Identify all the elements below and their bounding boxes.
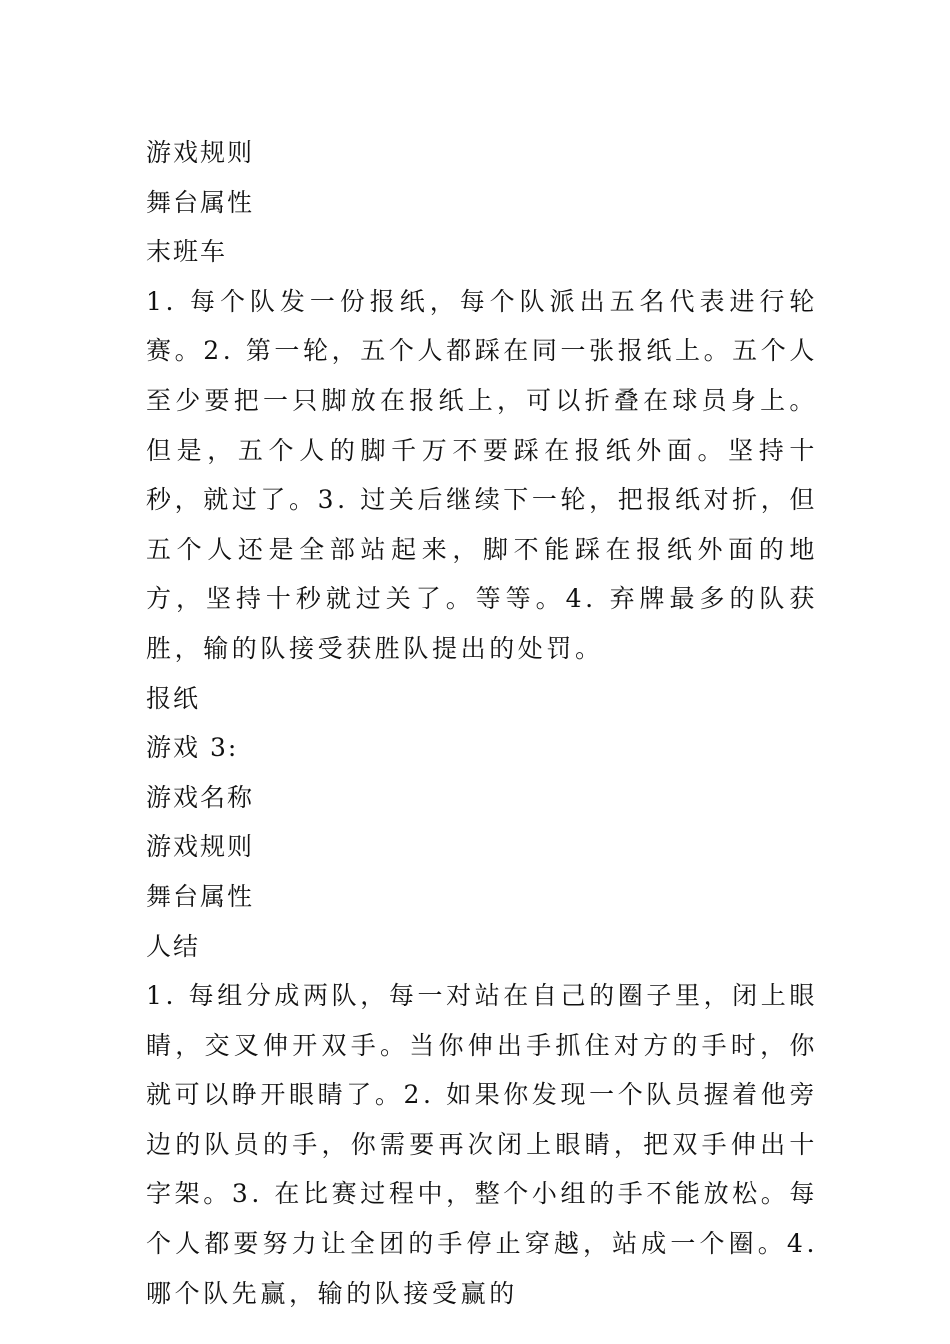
game-name-human-knot: 人结 (146, 931, 201, 961)
label-stage-props: 舞台属性 (146, 187, 255, 217)
label-stage-props-2: 舞台属性 (146, 881, 255, 911)
game-name-last-bus: 末班车 (146, 237, 228, 267)
label-game-rules-2: 游戏规则 (146, 832, 255, 862)
label-game-name: 游戏名称 (146, 782, 255, 812)
rules-last-bus: 1. 每个队发一份报纸，每个队派出五名代表进行轮赛。2. 第一轮，五个人都踩在同一张报纸上。五个人至少要把一只脚放在报纸上，可以折叠在球员身上。但是，五个人的脚千万不要踩在报纸外面。坚持十秒，就过了。3. 过关后继续下一轮，把报纸对折，但五个人还是全部站起来，脚不能踩在报纸外面的地方，坚持十秒就过关了。等等。4. 弃牌最多的队获胜，输的队接受获胜队提出的处罚。 (146, 286, 818, 663)
document-page (146, 128, 818, 1318)
rules-human-knot: 1. 每组分成两队，每一对站在自己的圈子里，闭上眼睛，交叉伸开双手。当你伸出手抓住对方的手时，你就可以睁开眼睛了。2. 如果你发现一个队员握着他旁边的队员的手，你需要再次闭上眼睛，把双手伸出十字架。3. 在比赛过程中，整个小组的手不能放松。每个人都要努力让全团的手停止穿越，站成一个圈。4. 哪个队先赢，输的队接受赢的 (146, 981, 818, 1308)
label-game-rules: 游戏规则 (146, 138, 255, 167)
props-newspaper: 报纸 (146, 683, 201, 713)
heading-game-3: 游戏 3: (146, 733, 239, 763)
